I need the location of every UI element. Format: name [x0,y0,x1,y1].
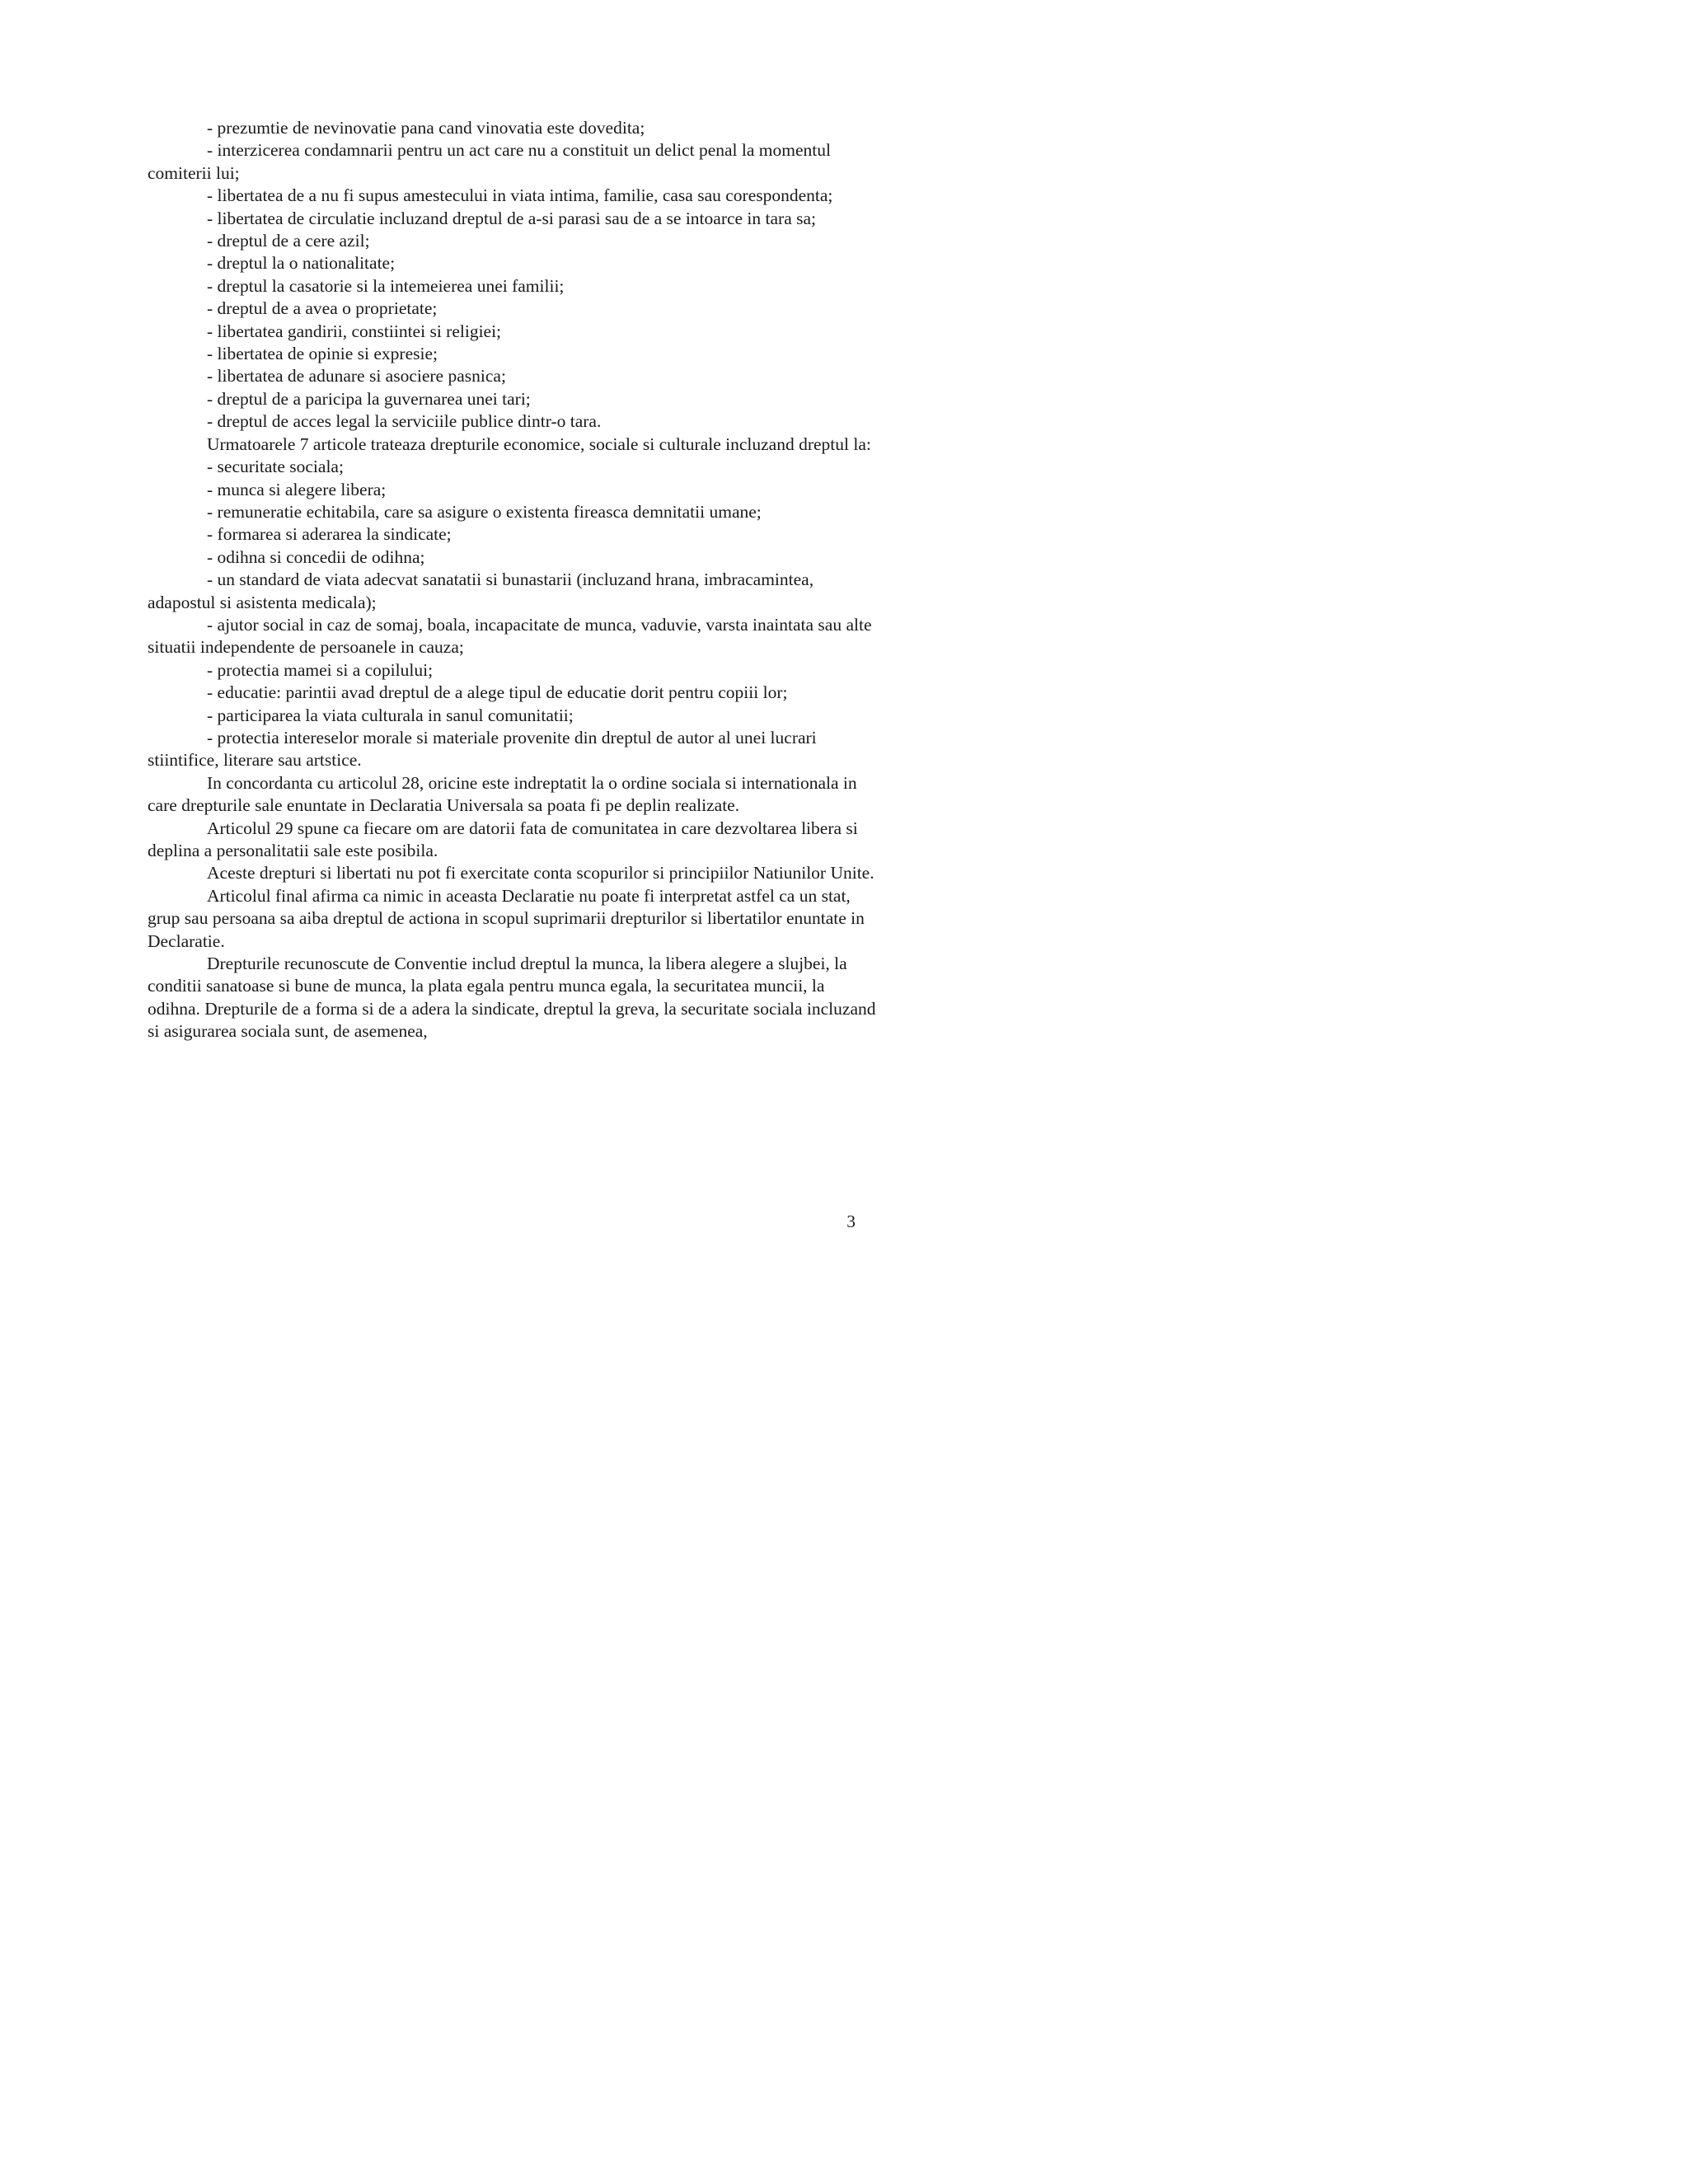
paragraph: - ajutor social in caz de somaj, boala, incapacitate de munca, vaduvie, varsta inaintata sau alte situatii independente de persoanele in cauza; [148,614,872,658]
paragraph: - dreptul de a cere azil; [207,231,370,251]
paragraph: - dreptul la casatorie si la intemeierea unei familii; [207,275,565,296]
document-page [0,0,1009,1305]
paragraph: - remuneratie echitabila, care sa asigure o existenta fireasca demnitatii umane; [207,501,762,522]
paragraph: - formarea si aderarea la sindicate; [207,524,452,545]
paragraph: - dreptul la o nationalitate; [207,253,396,274]
paragraph: - libertatea de a nu fi supus amestecului in viata intima, familie, casa sau corespondenta; [207,185,833,206]
paragraph: Aceste drepturi si libertati nu pot fi exercitate conta scopurilor si principiilor Natiunilor Unite. [207,863,874,883]
paragraph: - protectia intereselor morale si materiale provenite din dreptul de autor al unei lucrari stiintifice, literare sau artstice. [148,727,817,771]
paragraph: - participarea la viata culturala in sanul comunitatii; [207,705,574,725]
paragraph: - un standard de viata adecvat sanatatii si bunastarii (incluzand hrana, imbracamintea, adapostul si asistenta medicala); [148,569,814,612]
paragraph: - dreptul de acces legal la serviciile publice dintr-o tara. [207,411,602,432]
paragraph: In concordanta cu articolul 28, oricine este indreptatit la o ordine sociala si internationala in care drepturile sale enuntate in Declaratia Universala sa poata fi pe deplin realizate. [148,772,857,816]
paragraph: Articolul 29 spune ca fiecare om are datorii fata de comunitatea in care dezvoltarea libera si deplina a personalitatii sale este posibila. [148,818,858,860]
paragraph: Drepturile recunoscute de Conventie includ dreptul la munca, la libera alegere a slujbei, la conditii sanatoase si bune de munca, la plata egala pentru munca egala, la securitatea muncii, la odihna. Drepturile de a forma si de a adera la sindicate, dreptul la greva, la securitate sociala incluzand si asigurarea sociala sunt, de asemenea, [148,954,876,1042]
paragraph: - libertatea gandirii, constiintei si religiei; [207,321,502,341]
paragraph: - libertatea de opinie si expresie; [207,344,438,364]
paragraph: - educatie: parintii avad dreptul de a alege tipul de educatie dorit pentru copiii lor; [207,682,788,703]
body-text [148,117,881,1043]
paragraph: - interzicerea condamnarii pentru un act care nu a constituit un delict penal la momentul comiterii lui; [148,140,831,183]
paragraph: - libertatea de adunare si asociere pasnica; [207,366,506,387]
paragraph: - munca si alegere libera; [207,479,387,499]
paragraph: Articolul final afirma ca nimic in aceasta Declaratie nu poate fi interpretat astfel ca un stat, grup sau persoana sa aiba dreptul de actiona in scopul suprimarii drepturilor si libertatilor enuntate in Declaratie. [148,885,865,951]
paragraph: - prezumtie de nevinovatie pana cand vinovatia este dovedita; [207,118,645,138]
paragraph: - protectia mamei si a copilului; [207,659,434,680]
paragraph: - dreptul de a paricipa la guvernarea unei tari; [207,388,531,409]
paragraph: - libertatea de circulatie incluzand dreptul de a-si parasi sau de a se intoarce in tara sa; [207,208,817,228]
page-number: 3 [846,1212,856,1231]
paragraph: - securitate sociala; [207,457,344,477]
paragraph: Urmatoarele 7 articole trateaza drepturile economice, sociale si culturale incluzand dreptul la: [207,434,871,454]
paragraph: - dreptul de a avea o proprietate; [207,298,438,319]
paragraph: - odihna si concedii de odihna; [207,546,425,567]
